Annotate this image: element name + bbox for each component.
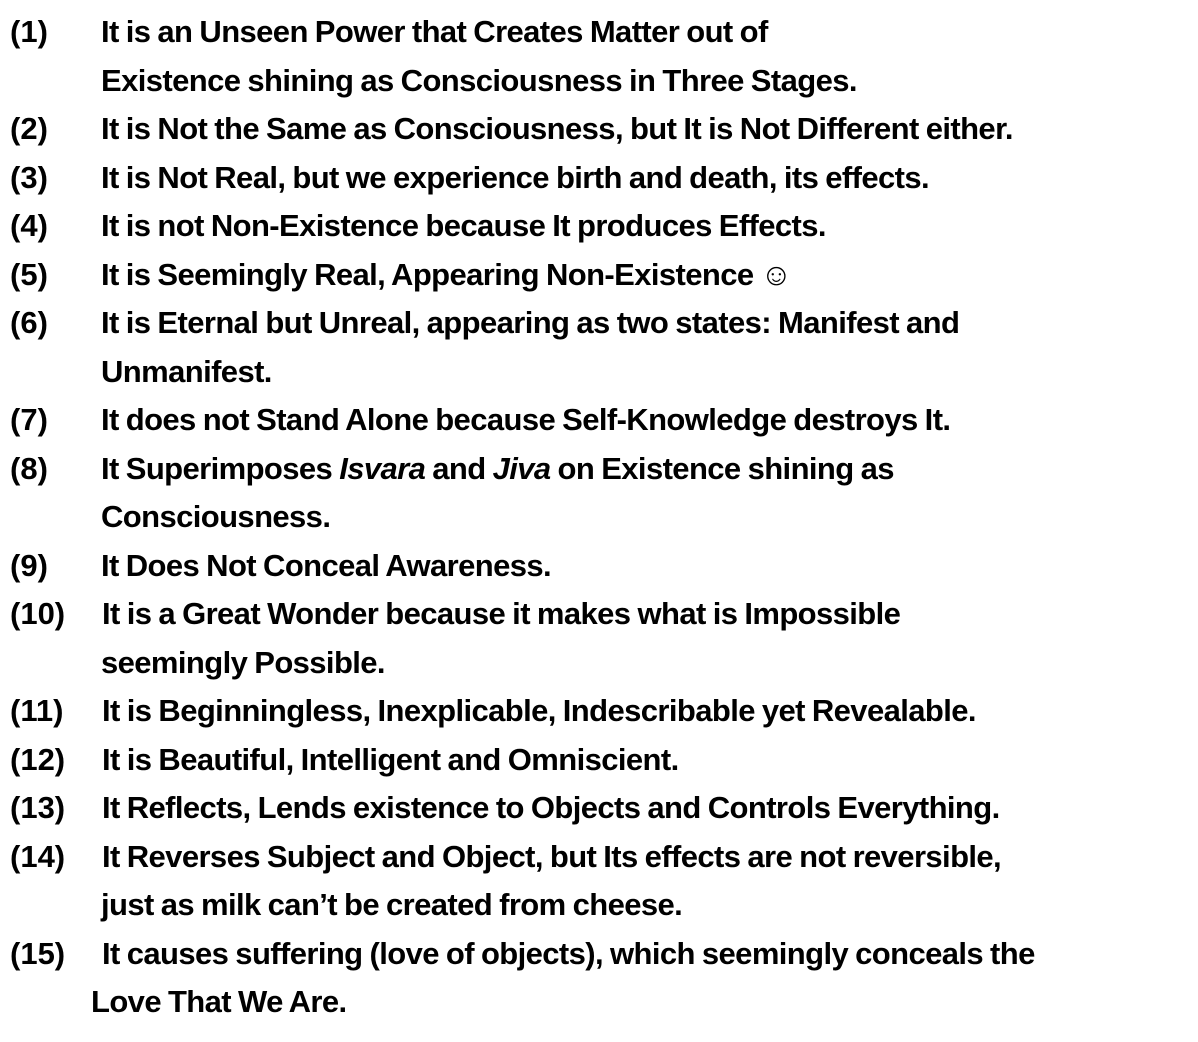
- item-line: Consciousness.: [101, 499, 331, 534]
- list-item: [10, 590, 1196, 687]
- list-item: [10, 299, 1196, 396]
- item-line: It Reverses Subject and Object, but Its effects are not reversible,: [102, 838, 1002, 874]
- item-number: (14): [10, 838, 66, 874]
- list-item: [10, 8, 1196, 105]
- item-text: [101, 299, 1196, 396]
- item-number: (1): [10, 14, 48, 49]
- item-text-part: and: [425, 450, 493, 486]
- list-item: [10, 202, 1196, 251]
- item-text: [101, 154, 1196, 203]
- item-text: [101, 396, 1196, 445]
- item-text-part: It Superimposes: [101, 450, 340, 486]
- item-line: It is Eternal but Unreal, appearing as two states: Manifest and: [101, 305, 960, 340]
- numbered-list: [10, 8, 1196, 1027]
- item-line: It Reflects, Lends existence to Objects and Controls Everything.: [102, 790, 1000, 825]
- item-text: [101, 251, 1196, 300]
- list-item: [10, 396, 1196, 445]
- item-line: It Does Not Conceal Awareness.: [101, 547, 552, 583]
- item-number: (12): [10, 741, 66, 777]
- item-number: (6): [10, 305, 48, 340]
- list-item: [10, 687, 1196, 736]
- list-item: [10, 154, 1196, 203]
- item-text: [101, 833, 1196, 930]
- item-line: Unmanifest.: [101, 353, 272, 389]
- item-line: Love That We Are.: [91, 984, 347, 1019]
- item-number: (11): [10, 693, 64, 728]
- item-number: (10): [10, 596, 66, 631]
- item-number: (13): [10, 790, 66, 825]
- item-text: [101, 736, 1196, 785]
- item-text: [101, 542, 1196, 591]
- item-line: seemingly Possible.: [101, 644, 385, 680]
- item-text: [101, 590, 1196, 687]
- item-line: Existence shining as Consciousness in Three Stages.: [101, 62, 857, 98]
- item-text: [101, 105, 1196, 154]
- item-line: It is an Unseen Power that Creates Matter out of: [101, 14, 768, 49]
- item-line: [101, 445, 1196, 494]
- item-line: It causes suffering (love of objects), which seemingly conceals the: [102, 935, 1035, 971]
- item-text: [101, 784, 1196, 833]
- item-number: (2): [10, 111, 48, 146]
- list-item: [10, 251, 1196, 300]
- italic-term-isvara: Isvara: [339, 450, 426, 486]
- item-line: It is not Non-Existence because It produces Effects.: [101, 208, 826, 243]
- item-text: [101, 687, 1196, 736]
- list-item: [10, 736, 1196, 785]
- item-line: It is Beautiful, Intelligent and Omniscient.: [102, 741, 679, 777]
- list-item: [10, 542, 1196, 591]
- item-line: just as milk can’t be created from cheese.: [101, 887, 683, 922]
- item-line: It is Not the Same as Consciousness, but It is Not Different either.: [101, 111, 1013, 146]
- item-number: (4): [10, 208, 48, 243]
- list-item: [10, 833, 1196, 930]
- item-number: (5): [10, 256, 48, 292]
- item-text: [91, 930, 1196, 1027]
- item-line: It is a Great Wonder because it makes what is Impossible: [102, 596, 901, 631]
- list-item: [10, 445, 1196, 542]
- item-number: (8): [10, 450, 48, 486]
- item-line: It is Seemingly Real, Appearing Non-Existence ☺: [101, 256, 792, 292]
- item-text: [101, 202, 1196, 251]
- italic-term-jiva: Jiva: [492, 450, 551, 486]
- list-item: [10, 105, 1196, 154]
- item-line: It is Not Real, but we experience birth and death, its effects.: [101, 159, 930, 195]
- item-line: It does not Stand Alone because Self-Knowledge destroys It.: [101, 402, 951, 437]
- item-number: (9): [10, 547, 48, 583]
- list-item: [10, 784, 1196, 833]
- list-item: [10, 930, 1196, 1027]
- item-text-part: on Existence shining as: [550, 450, 894, 486]
- item-number: (15): [10, 935, 66, 971]
- item-text: [101, 445, 1196, 542]
- item-text: [101, 8, 1196, 105]
- item-number: (3): [10, 159, 48, 195]
- item-number: (7): [10, 402, 48, 437]
- item-line: It is Beginningless, Inexplicable, Indescribable yet Revealable.: [102, 693, 976, 728]
